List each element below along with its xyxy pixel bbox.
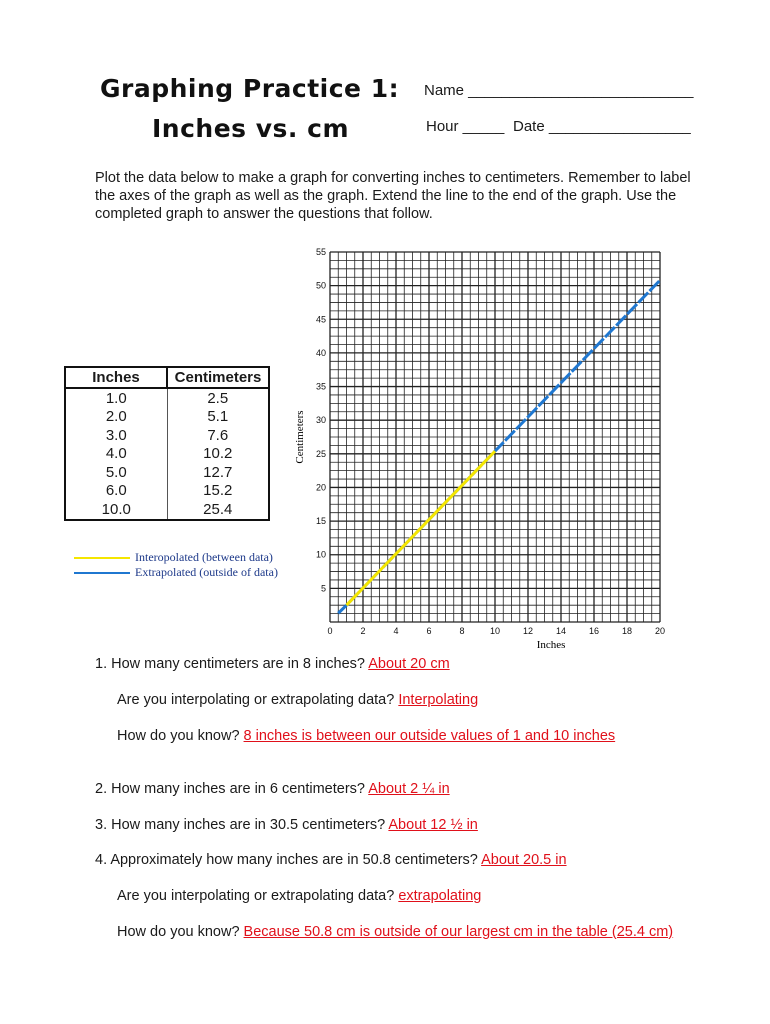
answer-text: About 20.5 in (481, 852, 567, 868)
question-text: 1. How many centimeters are in 8 inches? (95, 656, 365, 672)
answer-text: About 12 ½ in (388, 817, 478, 833)
y-tick-labels (316, 247, 326, 593)
x-axis-label: Inches (536, 639, 566, 651)
table-cell: 5.0 (65, 463, 167, 482)
answer-text: Interpolating (398, 692, 479, 708)
x-tick-label: 4 (393, 626, 399, 636)
table-cell: 3.0 (65, 426, 167, 445)
date-field: Date _________________ (513, 118, 691, 135)
table-cell: 10.0 (65, 500, 167, 520)
y-tick-label: 40 (315, 347, 326, 358)
answer-text: About 2 ¼ in (368, 781, 450, 797)
worksheet-title: Graphing Practice 1: (100, 74, 400, 103)
question-text: 2. How many inches are in 6 centimeters? (95, 781, 365, 797)
table-row (65, 500, 269, 520)
question-4-interp (117, 888, 481, 904)
x-tick-label: 12 (522, 626, 534, 636)
table-header-row (65, 367, 269, 388)
y-tick-label: 35 (315, 381, 326, 392)
table-row (65, 482, 269, 501)
question-1 (95, 656, 450, 672)
question-text: How do you know? (117, 924, 240, 940)
table-cell: 7.6 (167, 426, 269, 445)
instructions-text: Plot the data below to make a graph for converting inches to centimeters. Remember to label the axes of the graph as well as the graph. Extend the line to the end of the graph. Use the completed graph to answer the questions that follow. (95, 170, 691, 222)
question-4 (95, 852, 567, 868)
y-tick-label: 30 (315, 415, 326, 426)
table-cell: 6.0 (65, 482, 167, 501)
answer-text: Because 50.8 cm is outside of our largest cm in the table (25.4 cm) (243, 924, 674, 940)
worksheet-subtitle: Inches vs. cm (152, 114, 350, 143)
table-cell: 1.0 (65, 388, 167, 408)
question-2 (95, 781, 450, 797)
table-row (65, 445, 269, 464)
table-row (65, 426, 269, 445)
legend-extrapolated-label: Extrapolated (outside of data) (135, 565, 278, 579)
question-text: 4. Approximately how many inches are in 50.8 centimeters? (95, 852, 478, 868)
x-tick-label: 16 (588, 626, 600, 636)
question-text: Are you interpolating or extrapolating data? (117, 692, 395, 708)
x-tick-label: 20 (654, 626, 666, 636)
table-cell: 5.1 (167, 408, 269, 427)
question-1-reason (117, 728, 615, 744)
y-tick-label: 25 (315, 448, 326, 459)
table-header-centimeters: Centimeters (167, 367, 269, 388)
x-tick-label: 10 (489, 626, 501, 636)
x-tick-label: 18 (621, 626, 633, 636)
x-tick-label: 0 (327, 626, 333, 636)
table-row (65, 388, 269, 408)
question-1-interp (117, 692, 478, 708)
y-tick-label: 55 (315, 247, 326, 257)
question-4-reason (117, 924, 673, 940)
question-text: How do you know? (117, 728, 240, 744)
y-tick-label: 5 (320, 583, 326, 594)
question-text: Are you interpolating or extrapolating data? (117, 888, 395, 904)
table-cell: 2.5 (167, 388, 269, 408)
legend-interpolated-swatch (74, 557, 130, 559)
x-tick-label: 8 (459, 626, 465, 636)
y-tick-label: 15 (315, 516, 326, 527)
x-tick-label: 2 (360, 626, 366, 636)
conversion-graph (290, 240, 680, 660)
table-cell: 25.4 (167, 500, 269, 520)
table-cell: 12.7 (167, 463, 269, 482)
table-cell: 2.0 (65, 408, 167, 427)
table-cell: 15.2 (167, 482, 269, 501)
graph-grid (330, 252, 660, 622)
question-text: 3. How many inches are in 30.5 centimeters? (95, 817, 386, 833)
answer-text: extrapolating (398, 888, 482, 904)
x-tick-label: 14 (555, 626, 567, 636)
legend-extrapolated-swatch (74, 572, 130, 574)
answer-text: About 20 cm (368, 656, 450, 672)
legend-interpolated-label: Interopolated (between data) (135, 550, 273, 564)
question-3 (95, 817, 478, 833)
y-tick-label: 20 (315, 482, 326, 493)
table-cell: 4.0 (65, 445, 167, 464)
y-tick-label: 10 (315, 549, 326, 560)
answer-text: 8 inches is between our outside values of 1 and 10 inches (243, 728, 616, 744)
hour-field: Hour _____ (426, 118, 505, 135)
x-tick-labels (327, 626, 665, 636)
y-axis-label: Centimeters (294, 410, 306, 464)
table-header-inches: Inches (65, 367, 167, 388)
y-tick-label: 50 (315, 280, 326, 291)
table-row (65, 463, 269, 482)
x-tick-label: 6 (426, 626, 432, 636)
data-table (64, 366, 270, 521)
name-field: Name ___________________________ (424, 82, 694, 99)
table-row (65, 408, 269, 427)
y-tick-label: 45 (315, 314, 326, 325)
table-cell: 10.2 (167, 445, 269, 464)
